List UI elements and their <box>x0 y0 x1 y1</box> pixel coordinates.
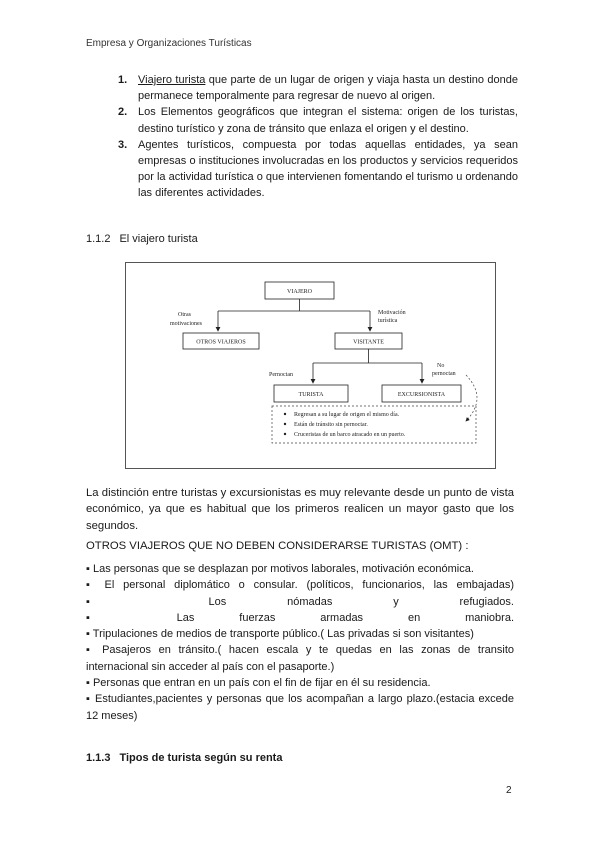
bullet-marker: ▪ <box>86 677 90 690</box>
bullet-text: Las fuerzas armadas en maniobra. <box>176 611 514 624</box>
section-heading-1-1-3 <box>86 752 282 764</box>
bullet-marker: ▪ <box>86 611 132 624</box>
list-number: 2. <box>118 106 128 119</box>
bullet-text: Los nómadas y refugiados. <box>208 595 514 608</box>
bullet-text: Tripulaciones de medios de transporte público.( Las privadas si son visitantes) <box>92 628 474 641</box>
distinction-paragraph: La distinción entre turistas y excursionistas es muy relevante desde un punto de vista económico, ya que es habitual que los primeros realicen un mayor gasto que los segundos. <box>86 487 514 532</box>
note-2: Están de tránsito sin pernoctar. <box>294 422 368 428</box>
list-item <box>86 577 514 593</box>
traveler-diagram <box>125 262 496 469</box>
numbered-list <box>118 72 518 202</box>
section-title: El viajero turista <box>119 233 198 245</box>
caps-heading: OTROS VIAJEROS QUE NO DEBEN CONSIDERARSE TURISTAS (OMT) : <box>86 540 469 552</box>
bullet-marker: ▪ <box>86 628 90 641</box>
note-1: Regresan a su lugar de origen el mismo día. <box>294 412 400 418</box>
turista-label: TURISTA <box>298 392 324 398</box>
list-item <box>118 104 518 136</box>
no-label: No <box>437 363 445 369</box>
list-item <box>86 642 514 675</box>
list-item <box>86 675 514 691</box>
bullet-text: Las personas que se desplazan por motivos laborales, motivación económica. <box>92 563 474 575</box>
section-title: Tipos de turista según su renta <box>119 752 283 764</box>
otros-viajeros-label: OTROS VIAJEROS <box>196 339 246 346</box>
turistica-label: turística <box>378 318 398 324</box>
bullet-text: Pasajeros en tránsito.( hacen escala y te quedas en las zonas de transito internacional sin acceder al país con el pasaporte.) <box>86 644 514 673</box>
underlined-term: Viajero turista <box>138 74 206 86</box>
note-3: Cruceristas de un barco atracado en un puerto. <box>294 432 406 438</box>
bullet-marker: ▪ <box>86 579 96 592</box>
excursionista-label: EXCURSIONISTA <box>397 392 446 398</box>
no-pernoctan-label: pernoctan <box>432 371 456 377</box>
bullet-marker: ▪ <box>86 644 95 657</box>
section-number: 1.1.3 <box>86 752 111 764</box>
page-header: Empresa y Organizaciones Turísticas <box>86 38 252 49</box>
bullet-marker: ▪ <box>86 595 148 608</box>
visitante-label: VISITANTE <box>353 339 384 346</box>
list-number: 1. <box>118 74 128 86</box>
bullet-text: Personas que entran en un país con el fin de fijar en él su residencia. <box>92 677 431 690</box>
otras-label: Otras <box>178 312 191 318</box>
section-number: 1.1.2 <box>86 233 111 245</box>
pernoctan-label: Pernoctan <box>269 372 293 378</box>
viajero-label: VIAJERO <box>287 289 312 295</box>
bullet-marker: ▪ <box>86 563 90 575</box>
section-heading-1-1-2 <box>86 233 198 245</box>
page-number: 2 <box>506 785 512 796</box>
list-item <box>86 610 514 626</box>
list-item <box>118 137 518 202</box>
list-text: que parte de un lugar de origen y viaja hasta un destino donde permanece temporalmente para regresar de nuevo al origen. <box>138 74 518 103</box>
bullet-list <box>86 561 514 724</box>
list-item <box>86 691 514 724</box>
list-text: Agentes turísticos, compuesta por todas aquellas entidades, ya sean empresas o instituciones involucradas en los productos y servicios requeridos por la actividad turística o que intervienen fomentando el turismo u ordenando las diferentes actividades. <box>138 138 518 200</box>
curved-arrow <box>466 375 477 421</box>
list-text: Los Elementos geográficos que integran el sistema: origen de los turistas, destino turístico y zona de tránsito que enlaza el origen y el destino. <box>138 106 518 135</box>
list-item <box>118 72 518 104</box>
motivacion-label: Motivación <box>378 310 406 316</box>
list-item <box>86 561 514 577</box>
list-item <box>86 594 514 610</box>
motivaciones-label: motivaciones <box>170 321 202 327</box>
list-item <box>86 626 514 642</box>
bullet-text: Estudiantes,pacientes y personas que los acompañan a largo plazo.(estacia excede 12 meses) <box>86 693 515 722</box>
bullet-text: El personal diplomático o consular. (políticos, funcionarios, las embajadas) <box>104 579 514 592</box>
bullet-marker: ▪ <box>86 693 91 706</box>
list-number: 3. <box>118 138 128 151</box>
diagram-svg <box>126 263 495 468</box>
